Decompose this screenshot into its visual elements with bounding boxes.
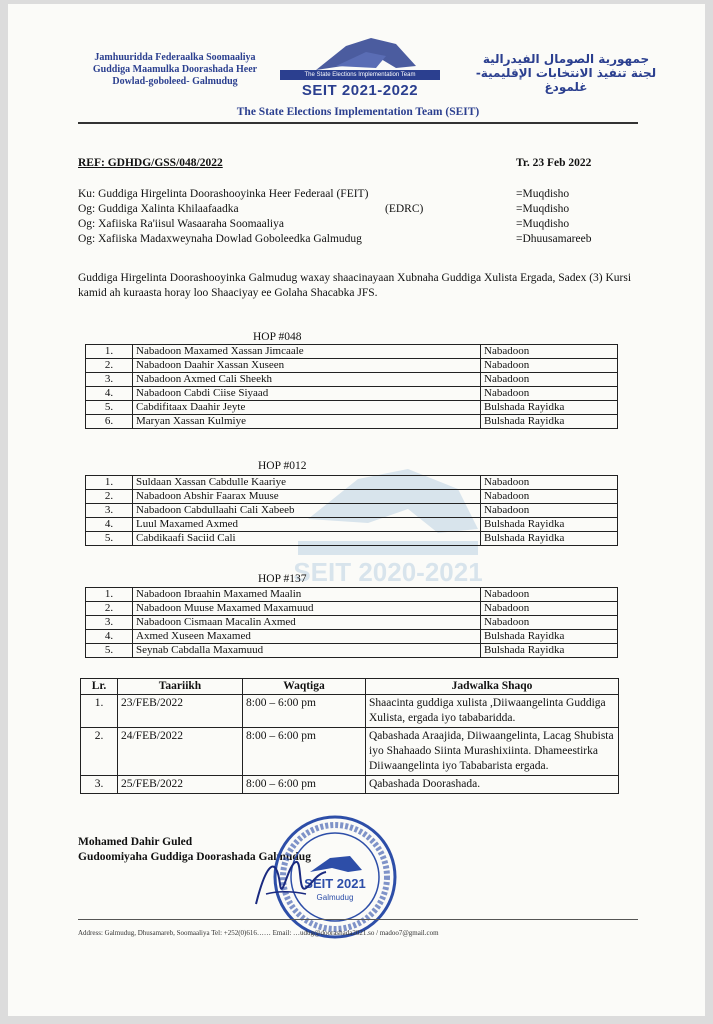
- footer-rule: [78, 919, 638, 920]
- table-row: 4. Axmed Xuseen Maxamed Bulshada Rayidka: [86, 630, 618, 644]
- logo-text: SEIT 2021-2022: [301, 82, 419, 99]
- footer-address: Address: Galmudug, Dhusamareb, Soomaaliya Tel: +252(0)616…… Email: …udug@doorashada2021.so / madoo7@gmail.com: [78, 929, 439, 937]
- table-row: 3. Nabadoon Cabdullaahi Cali Xabeeb Nabadoon: [86, 504, 618, 518]
- table-row: 5. Cabdikaafi Saciid Cali Bulshada Rayidka: [86, 532, 618, 546]
- table-row: 2. Nabadoon Daahir Xassan Xuseen Nabadoon: [86, 359, 618, 373]
- reference-number: REF: GDHDG/GSS/048/2022: [78, 157, 223, 169]
- header-left-line: Guddiga Maamulka Doorashada Heer: [92, 64, 258, 75]
- table-row: 4. Nabadoon Cabdi Ciise Siyaad Nabadoon: [86, 387, 618, 401]
- table-header-row: Lr. Taariikh Waqtiga Jadwalka Shaqo: [81, 679, 619, 695]
- addressee-line: Og: Xafiiska Madaxweynaha Dowlad Goboleedka Galmudug: [78, 233, 362, 245]
- table-row: 2. Nabadoon Abshir Faarax Muuse Nabadoon: [86, 490, 618, 504]
- table-row: 1. Suldaan Xassan Cabdulle Kaariye Nabadoon: [86, 476, 618, 490]
- addressee-city: =Muqdisho: [516, 218, 570, 230]
- table-row: 2. 24/FEB/2022 8:00 – 6:00 pm Qabashada Araajida, Diiwaangelinta, Lacag Shubista iyo Shahaado Siinta Murashixiinta. Dhameestirka Diiwaangelinta iyo Tababarista ergada.: [81, 728, 619, 776]
- hop-title: HOP #048: [253, 331, 302, 343]
- stamp-text: SEIT 2021: [304, 876, 366, 891]
- addressee-line: Og: Xafiiska Ra'iisul Wasaaraha Soomaaliya: [78, 218, 284, 230]
- table-row: 3. Nabadoon Cismaan Macalin Axmed Nabadoon: [86, 616, 618, 630]
- addressee-line: Ku: Guddiga Hirgelinta Doorashooyinka Heer Federaal (FEIT): [78, 188, 369, 200]
- watermark-text: SEIT 2020-2021: [293, 557, 483, 587]
- team-title: The State Elections Implementation Team (SEIT): [236, 106, 480, 118]
- table-row: 4. Luul Maxamed Axmed Bulshada Rayidka: [86, 518, 618, 532]
- signature: [246, 844, 336, 914]
- stamp-sub: Galmudug: [316, 893, 354, 902]
- signatory-title: Gudoomiyaha Guddiga Doorashada Galmudug: [78, 851, 311, 863]
- header-rule: [78, 122, 638, 124]
- table-row: 3. Nabadoon Axmed Cali Sheekh Nabadoon: [86, 373, 618, 387]
- addressee-line: Og: Guddiga Xalinta Khilaafaadka: [78, 203, 239, 215]
- table-row: 1. 23/FEB/2022 8:00 – 6:00 pm Shaacinta guddiga xulista ,Diiwaangelinta Guddiga Xulista, ergada iyo tababaridda.: [81, 695, 619, 728]
- hop-title: HOP #137: [258, 573, 307, 585]
- hop-table-012: [85, 475, 618, 546]
- hop-table-048: [85, 344, 618, 429]
- header-right-block: [466, 52, 666, 94]
- table-row: 1. Nabadoon Ibraahin Maxamed Maalin Nabadoon: [86, 588, 618, 602]
- header-left-line: Jamhuuridda Federaalka Soomaaliya: [94, 52, 256, 63]
- hop-title: HOP #012: [258, 460, 307, 472]
- table-row: 2. Nabadoon Muuse Maxamed Maxamuud Nabadoon: [86, 602, 618, 616]
- intro-paragraph: Guddiga Hirgelinta Doorashooyinka Galmudug waxay shaacinayaan Xubnaha Guddiga Xulista Ergada, Sadex (3) Kursi kamid ah kuraasta horay loo Shaaciyay ee Golaha Shacabka JFS.: [78, 272, 632, 299]
- header-left-line: Dowlad-goboleed- Galmudug: [112, 76, 238, 87]
- logo-band: The State Elections Implementation Team: [280, 70, 440, 80]
- hop-table-137: [85, 587, 618, 658]
- signatory-name: Mohamed Dahir Guled: [78, 836, 193, 848]
- header-right-line: لجنة تنفيذ الانتخابات الإقليمية- غلمودغ: [475, 66, 657, 94]
- table-row: 1. Nabadoon Maxamed Xassan Jimcaale Nabadoon: [86, 345, 618, 359]
- table-row: 5. Cabdifitaax Daahir Jeyte Bulshada Rayidka: [86, 401, 618, 415]
- header-right-line: جمهورية الصومال الفيدرالية: [482, 52, 650, 66]
- table-row: 3. 25/FEB/2022 8:00 – 6:00 pm Qabashada Doorashada.: [81, 776, 619, 794]
- header-left-block: [60, 52, 290, 88]
- addressee-code: (EDRC): [385, 203, 424, 215]
- schedule-table: [80, 678, 619, 794]
- document-date: Tr. 23 Feb 2022: [516, 157, 592, 169]
- addressee-city: =Muqdisho: [516, 203, 570, 215]
- table-row: 6. Maryan Xassan Kulmiye Bulshada Rayidka: [86, 415, 618, 429]
- document-page: [8, 4, 705, 1016]
- table-row: 5. Seynab Cabdalla Maxamuud Bulshada Rayidka: [86, 644, 618, 658]
- addressee-city: =Dhuusamareeb: [516, 233, 592, 245]
- addressee-city: =Muqdisho: [516, 188, 570, 200]
